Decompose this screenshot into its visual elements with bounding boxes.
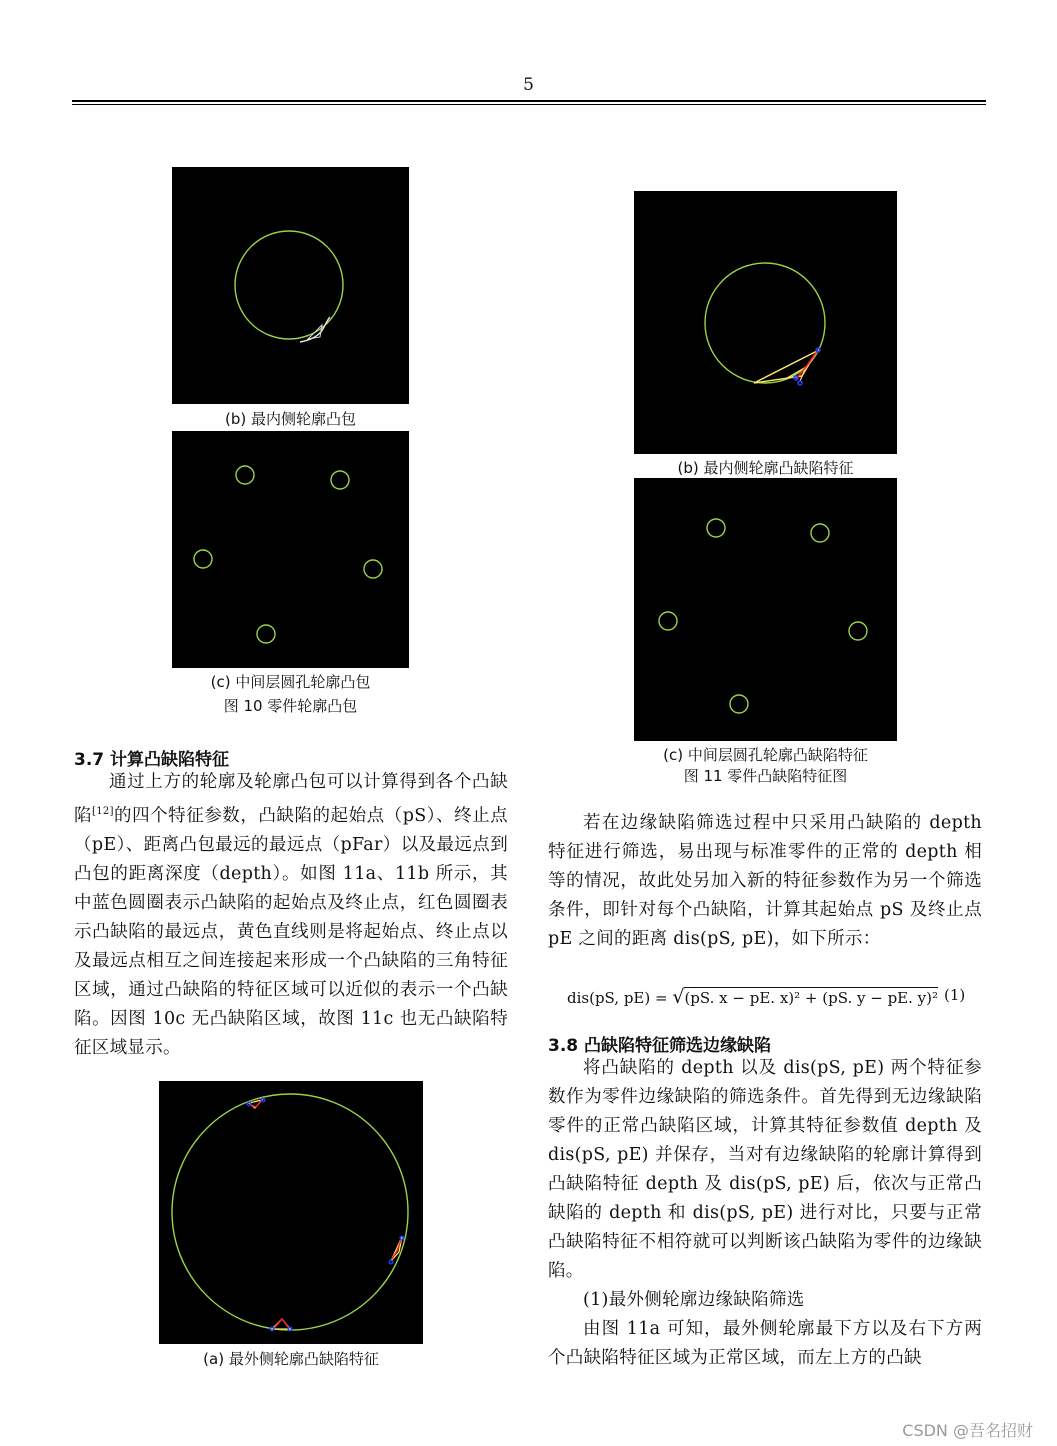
right-column-para-2 (548, 1054, 982, 1373)
figure-10c-caption: (c) 中间层圆孔轮廓凸包 (210, 673, 371, 691)
figure-11-title: 图 11 零件凸缺陷特征图 (683, 767, 848, 785)
citation: [12] (92, 806, 114, 817)
section-3-7-text-b: 的四个特征参数，凸缺陷的起始点（pS）、终止点（pE）、距离凸包最远的最远点（pFar）以及最远点到凸包的距离深度（depth）。如图 11a、11b 所示，其中蓝色圆圈表示凸缺陷的起始点及终止点，红色圆圈表示凸缺陷的最远点，黄色直线则是将起始点、终止点以及最远点相互之间连接起来形成一个凸缺陷的三角特征区域，通过凸缺陷的特征区域可以近似的表示一个凸缺陷。因图 10c 无凸缺陷区域，故图 11c 也无凸缺陷特征区域显示。 (74, 805, 508, 1058)
figure-11b-image (634, 191, 897, 454)
section-3-8-heading: 3.8 凸缺陷特征筛选边缘缺陷 (548, 1036, 772, 1056)
subsection-outer-contour: (1)最外侧轮廓边缘缺陷筛选 (583, 1290, 805, 1310)
figure-11b-caption: (b) 最内侧轮廓凸缺陷特征 (677, 459, 854, 477)
figure-11a-caption: (a) 最外侧轮廓凸缺陷特征 (203, 1350, 379, 1368)
dis-intro-paragraph: 若在边缘缺陷筛选过程中只采用凸缺陷的 depth 特征进行筛选，易出现与标准零件的正常的 depth 相等的情况，故此处另加入新的特征参数作为另一个筛选条件，即针对每个凸缺陷，计算其起始点 pS 及终止点 pE 之间的距离 dis(pS, pE)，如下所示： (548, 813, 982, 949)
figure-11c-image (634, 478, 897, 741)
section-3-7-heading: 3.7 计算凸缺陷特征 (74, 750, 230, 770)
header-rule-thin (72, 104, 986, 105)
formula-rhs: (pS. x − pE. x)² + (pS. y − pE. y)² (684, 989, 939, 1007)
section-3-7-body (74, 768, 508, 1063)
formula-lhs: dis(pS, pE) = (567, 989, 673, 1007)
figure-11a-image (159, 1081, 423, 1344)
header-rule (72, 100, 986, 102)
watermark: CSDN @吾名招财 (902, 1421, 1033, 1440)
figure-10c-image (172, 431, 409, 668)
screening-paragraph: 将凸缺陷的 depth 以及 dis(pS, pE) 两个特征参数作为零件边缘缺陷的筛选条件。首先得到无边缘缺陷零件的正常凸缺陷区域，计算其特征参数值 depth 及 dis(pS, pE) 并保存，当对有边缘缺陷的轮廓计算得到凸缺陷特征 depth 及 dis(pS, pE) 后，依次与正常凸缺陷的 depth 和 dis(pS, pE) 进行对比，只要与正常凸缺陷特征不相符就可以判断该凸缺陷为零件的边缘缺陷。 (548, 1058, 982, 1281)
section-3-7-text-a: 通过上方的轮廓及轮廓凸包可以计算得到各个凸缺陷 (74, 772, 508, 826)
figure-10b-caption: (b) 最内侧轮廓凸包 (225, 410, 356, 428)
page-number: 5 (523, 75, 534, 95)
figure-11c-caption: (c) 中间层圆孔轮廓凸缺陷特征 (663, 746, 868, 764)
right-column-para-1 (548, 809, 982, 954)
equation-1 (567, 986, 967, 1008)
outer-contour-paragraph: 由图 11a 可知，最外侧轮廓最下方以及右下方两个凸缺陷特征区域为正常区域，而左上方的凸缺 (548, 1319, 982, 1368)
figure-10b-image (172, 167, 409, 404)
formula-number: (1) (944, 986, 966, 1004)
figure-10-title: 图 10 零件轮廓凸包 (223, 697, 358, 715)
sqrt-sign: √ (672, 986, 685, 1008)
